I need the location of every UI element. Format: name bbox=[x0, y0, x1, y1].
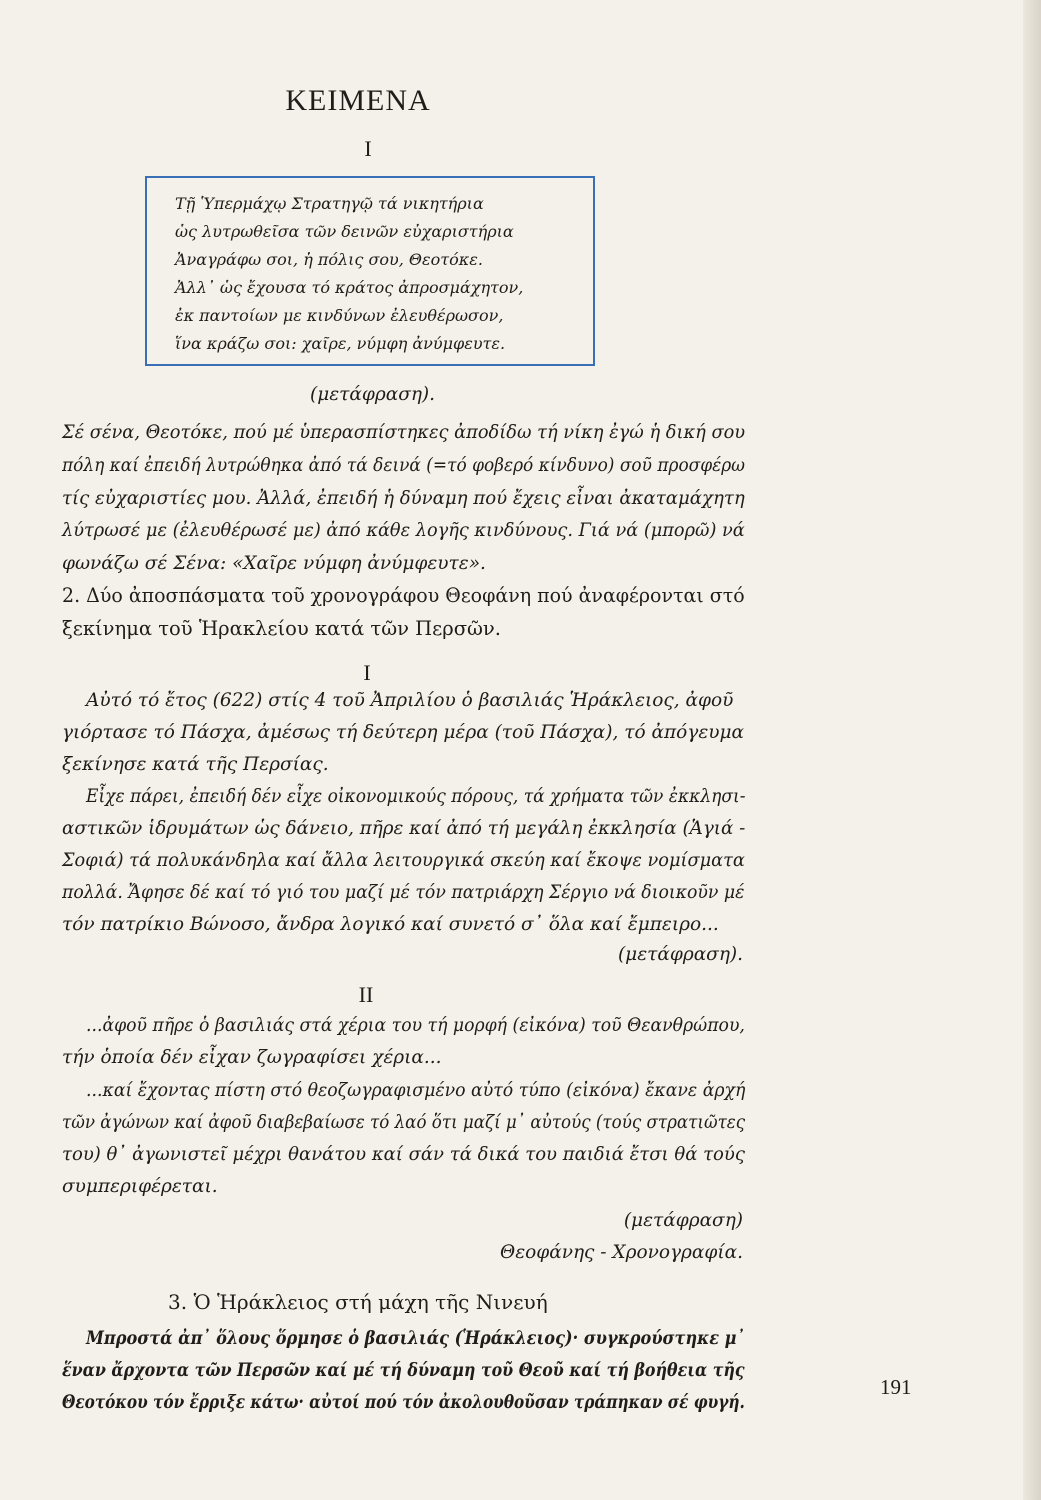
page-number: 191 bbox=[880, 1375, 912, 1399]
hymn-line: ἵνα κράζω σοι: χαῖρε, νύμφη ἀνύμφευτε. bbox=[175, 334, 506, 353]
hymn-box bbox=[145, 176, 595, 366]
part1-line: αστικῶν ἱδρυμάτων ὡς δάνειο, πῆρε καί ἀπό τή μεγάλη ἐκκλησία (Ἁγιά - bbox=[62, 818, 746, 839]
part2-line: τήν ὁποία δέν εἶχαν ζωγραφίσει χέρια... bbox=[62, 1047, 442, 1068]
part-numeral-1: I bbox=[363, 660, 371, 685]
page-title: ΚΕΙΜΕΝΑ bbox=[285, 84, 431, 117]
translation-line: Σέ σένα, Θεοτόκε, πού μέ ὑπερασπίστηκες ἀποδίδω τή νίκη ἐγώ ἡ δική σου bbox=[62, 422, 746, 443]
translation-label: (μετάφραση). bbox=[617, 944, 743, 965]
part1-line: τόν πατρίκιο Βώνοσο, ἄνδρα λογικό καί συνετό σ᾽ ὅλα καί ἔμπειρο... bbox=[62, 914, 719, 935]
translation-label: (μετάφραση). bbox=[310, 384, 436, 405]
hymn-line: Ἀναγράφω σοι, ἡ πόλις σου, Θεοτόκε. bbox=[175, 250, 483, 269]
part1-line: Αὐτό τό ἔτος (622) στίς 4 τοῦ Ἀπριλίου ὁ βασιλιάς Ἡράκλειος, ἀφοῦ bbox=[86, 690, 734, 711]
source-attribution: Θεοφάνης - Χρονογραφία. bbox=[500, 1242, 743, 1263]
part2-line: ...καί ἔχοντας πίστη στό θεοζωγραφισμένο αὐτό τύπο (εἰκόνα) ἔκανε ἀρχή bbox=[86, 1080, 746, 1101]
hymn-line: Τῇ Ὑπερμάχῳ Στρατηγῷ τά νικητήρια bbox=[175, 194, 484, 213]
section3-line: Θεοτόκου τόν ἔρριξε κάτω· αὐτοί πού τόν ἀκολουθοῦσαν τράπηκαν σέ φυγή. bbox=[62, 1392, 745, 1413]
section3-line: ἕναν ἄρχοντα τῶν Περσῶν καί μέ τή δύναμη τοῦ Θεοῦ καί τή βοήθεια τῆς bbox=[62, 1360, 745, 1381]
part2-line: ...ἀφοῦ πῆρε ὁ βασιλιάς στά χέρια του τή μορφή (εἰκόνα) τοῦ Θεανθρώπου, bbox=[86, 1015, 745, 1036]
section-numeral-1: I bbox=[364, 136, 372, 161]
translation-line: φωνάζω σέ Σένα: «Χαῖρε νύμφη ἀνύμφευτε». bbox=[62, 553, 486, 574]
section-3-heading: 3. Ὁ Ἡράκλειος στή μάχη τῆς Νινευή bbox=[168, 1290, 548, 1314]
part-numeral-2: II bbox=[358, 982, 374, 1007]
section3-line: Μπροστά ἀπ᾽ ὅλους ὅρμησε ὁ βασιλιάς (Ἡράκλειος)· συγκρούστηκε μ᾽ bbox=[86, 1328, 745, 1349]
part2-line: συμπεριφέρεται. bbox=[62, 1176, 218, 1197]
part1-line: γιόρτασε τό Πάσχα, ἀμέσως τή δεύτερη μέρα (τοῦ Πάσχα), τό ἀπόγευμα bbox=[62, 722, 745, 743]
translation-line: τίς εὐχαριστίες μου. Ἀλλά, ἐπειδή ἡ δύναμη πού ἔχεις εἶναι ἀκαταμάχητη bbox=[62, 488, 745, 509]
part1-line: πολλά. Ἄφησε δέ καί τό γιό του μαζί μέ τόν πατριάρχη Σέργιο νά διοικοῦν μέ bbox=[62, 882, 745, 903]
part2-line: του) θ᾽ ἀγωνιστεῖ μέχρι θανάτου καί σάν τά δικά του παιδιά ἔτσι θά τούς bbox=[62, 1144, 745, 1165]
page-edge bbox=[1023, 0, 1041, 1500]
translation-line: πόλη καί ἐπειδή λυτρώθηκα ἀπό τά δεινά (=τό φοβερό κίνδυνο) σοῦ προσφέρω bbox=[62, 455, 746, 476]
translation-line: λύτρωσέ με (ἐλευθέρωσέ με) ἀπό κάθε λογῆς κινδύνους. Γιά νά (μπορῶ) νά bbox=[62, 520, 745, 541]
hymn-line: ὡς λυτρωθεῖσα τῶν δεινῶν εὐχαριστήρια bbox=[175, 222, 514, 241]
hymn-line: ἐκ παντοίων με κινδύνων ἐλευθέρωσον, bbox=[175, 306, 504, 325]
section-2-heading: ξεκίνημα τοῦ Ἡρακλείου κατά τῶν Περσῶν. bbox=[62, 617, 501, 640]
translation-label: (μετάφραση) bbox=[623, 1210, 743, 1231]
part1-line: ξεκίνησε κατά τῆς Περσίας. bbox=[62, 754, 329, 775]
part1-line: Εἶχε πάρει, ἐπειδή δέν εἶχε οἰκονομικούς πόρους, τά χρήματα τῶν ἐκκλησι- bbox=[86, 786, 746, 807]
section-2-heading: 2. Δύο ἀποσπάσματα τοῦ χρονογράφου Θεοφάνη πού ἀναφέρονται στό bbox=[62, 584, 745, 607]
part1-line: Σοφιά) τά πολυκάνδηλα καί ἄλλα λειτουργικά σκεύη καί ἔκοψε νομίσματα bbox=[62, 850, 745, 871]
hymn-line: Ἀλλ᾽ ὡς ἔχουσα τό κράτος ἀπροσμάχητον, bbox=[175, 278, 524, 297]
part2-line: τῶν ἀγώνων καί ἀφοῦ διαβεβαίωσε τό λαό ὅτι μαζί μ᾽ αὐτούς (τούς στρατιῶτες bbox=[62, 1112, 746, 1133]
